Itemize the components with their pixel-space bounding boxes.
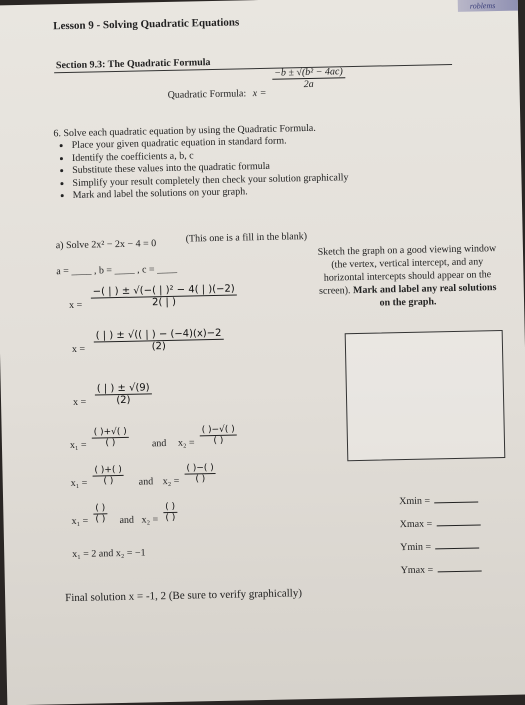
step5-x2-numerator: ( )−( ) <box>184 463 216 475</box>
formula-lhs: x = <box>252 87 267 100</box>
step6-x2-numerator: ( ) <box>163 502 177 513</box>
ymin-label: Ymin = <box>400 541 432 554</box>
step1-denominator: 2( | ) <box>151 296 177 309</box>
ymin-blank[interactable] <box>435 539 479 550</box>
sketch-text: Sketch the graph on a good viewing window (the vertex, vertical intercept, and any horizontal intercepts should appear on the screen). <box>317 243 497 297</box>
step3-numerator: ( | ) ± √(9) <box>95 382 152 395</box>
step5-x2-denominator: ( ) <box>195 474 206 485</box>
step7-result: x₁ = 2 and x₂ = −1 <box>72 547 146 561</box>
window-ymin <box>400 539 479 554</box>
window-xmax <box>400 515 481 530</box>
step1-fraction <box>91 284 237 310</box>
step2-numerator: ( | ) ± √(( | ) − (−4)(x)−2 <box>94 328 224 343</box>
sketch-text-bold: Mark and label <box>352 283 420 297</box>
step5-and: and <box>138 476 154 488</box>
step4-x2-denominator: ( ) <box>213 435 224 447</box>
step4-and: and <box>151 438 167 450</box>
coefficient-blanks: a = ____ , b = ____ , c = ____ <box>56 263 178 278</box>
step4-x1-fraction <box>92 427 129 449</box>
step5-x2: x₂ = <box>162 475 180 488</box>
instruction-item: • Identify the coefficients a, b, c <box>72 147 348 165</box>
step1-numerator: −( | ) ± √(−( | )² − 4( | )(−2) <box>91 284 237 299</box>
formula-label-text: Quadratic Formula: <box>167 88 247 101</box>
step6-x1-numerator: ( ) <box>93 503 107 514</box>
step3-denominator: (2) <box>116 394 131 407</box>
step1-lhs: x = <box>68 299 83 312</box>
instruction-item: • Mark and label the solutions on your graph. <box>73 184 349 202</box>
sketch-instructions <box>316 242 499 311</box>
instruction-item: • Place your given quadratic equation in standard form. <box>72 134 348 152</box>
step5-x1-numerator: ( )+( ) <box>92 465 124 477</box>
section-title: Section 9.3: The Quadratic Formula <box>55 57 211 72</box>
formula-denominator: 2a <box>303 78 314 91</box>
xmin-label: Xmin = <box>399 495 431 508</box>
window-xmin <box>399 493 478 508</box>
xmin-blank[interactable] <box>434 493 478 504</box>
part-a-label: a) Solve 2x² − 2x − 4 = 0 <box>55 238 157 252</box>
step2-denominator: (2) <box>151 341 167 353</box>
step3-lhs: x = <box>72 396 87 408</box>
step6-x2-denominator: ( ) <box>165 512 176 524</box>
step5-x2-fraction <box>184 463 216 485</box>
xmax-blank[interactable] <box>436 515 480 526</box>
problem-instruction: 6. Solve each quadratic equation by using the Quadratic Formula. <box>53 122 316 140</box>
step4-x2-numerator: ( )−√( ) <box>200 425 237 437</box>
ymax-label: Ymax = <box>400 564 434 577</box>
step6-x1: x₁ = <box>71 515 89 528</box>
step2-fraction <box>94 328 224 354</box>
instruction-item: • Substitute these values into the quadratic formula <box>72 159 348 177</box>
corner-tab <box>458 0 518 12</box>
instruction-list <box>58 134 349 203</box>
quadratic-formula <box>272 66 345 91</box>
step2-lhs: x = <box>71 343 86 355</box>
window-ymax <box>400 561 481 576</box>
graph-box[interactable] <box>345 330 506 461</box>
step4-x2: x₂ = <box>177 437 195 449</box>
formula-label <box>168 88 267 101</box>
corner-text: roblems <box>469 1 496 11</box>
step4-x1-denominator: ( ) <box>105 438 116 449</box>
step4-x1: x₁ = <box>69 439 87 452</box>
lesson-title: Lesson 9 - Solving Quadratic Equations <box>53 16 240 33</box>
formula-numerator: −b ± √(b² − 4ac) <box>272 66 345 80</box>
step4-x1-numerator: ( )+√( ) <box>92 427 129 439</box>
step5-x1-fraction <box>92 465 124 487</box>
ymax-blank[interactable] <box>437 561 481 572</box>
step6-x2: x₂ = <box>141 514 159 526</box>
part-a-note: (This one is a fill in the blank) <box>185 231 308 245</box>
final-solution: Final solution x = -1, 2 (Be sure to verify graphically) <box>65 587 303 605</box>
step4-x2-fraction <box>200 425 237 447</box>
xmax-label: Xmax = <box>399 518 433 531</box>
instruction-item: • Simplify your result completely then check your solution graphically <box>72 172 348 190</box>
sketch-text-end: any real solutions on the graph. <box>379 282 497 309</box>
step6-and: and <box>119 514 135 527</box>
step6-x2-fraction <box>163 502 177 523</box>
step3-fraction <box>95 382 152 406</box>
step5-x1-denominator: ( ) <box>103 476 114 487</box>
step6-x1-denominator: ( ) <box>95 514 106 525</box>
step5-x1: x₁ = <box>70 477 88 490</box>
step6-x1-fraction <box>93 503 107 524</box>
